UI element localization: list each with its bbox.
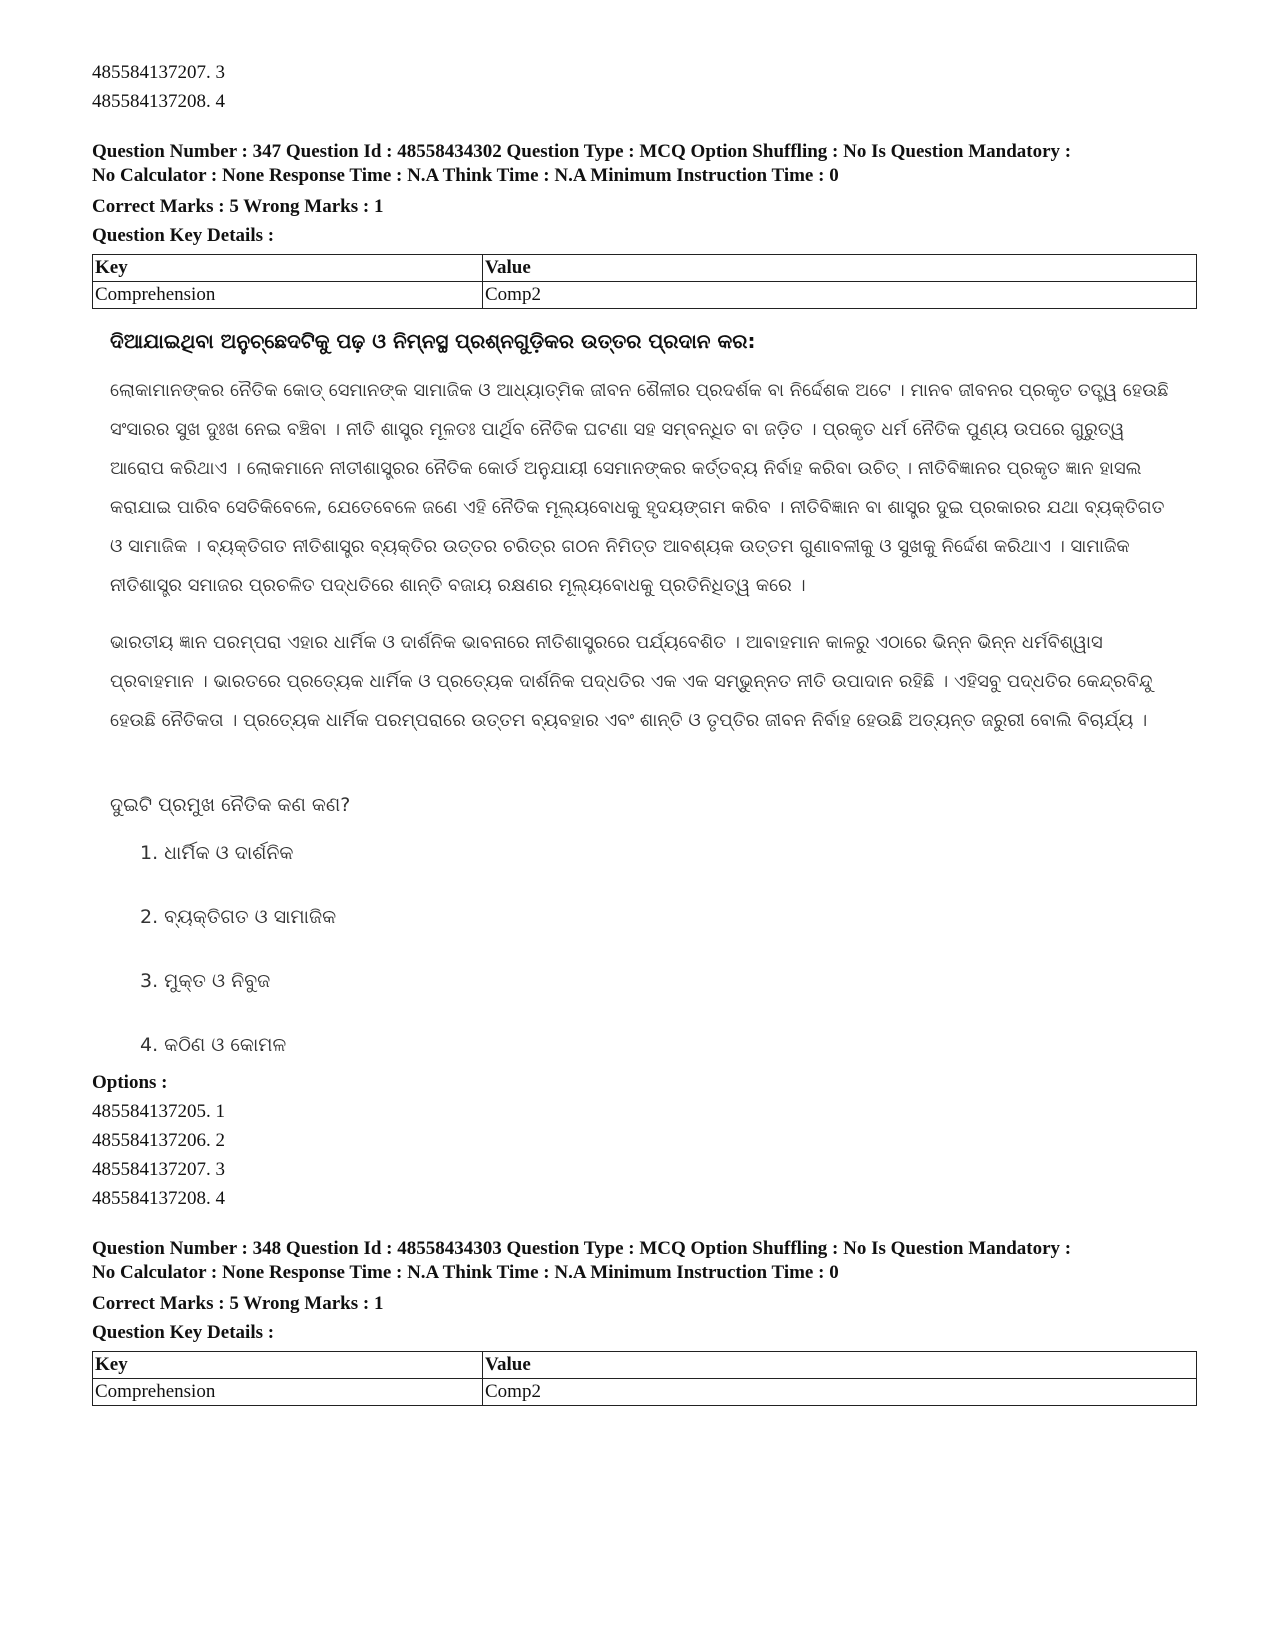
option-line: 485584137208. 4: [92, 91, 225, 112]
answer-choice: 1. ଧାର୍ମିକ ଓ ଦାର୍ଶନିକ: [140, 842, 294, 864]
key-cell: Comprehension: [93, 1379, 483, 1406]
key-cell: Comprehension: [93, 282, 483, 309]
key-details-table: [92, 1351, 1197, 1406]
question-347: [92, 140, 1202, 1213]
option-line: 485584137208. 4: [92, 1188, 225, 1209]
question-header-line2: No Calculator : None Response Time : N.A Think Time : N.A Minimum Instruction Time : 0: [92, 165, 839, 186]
table-row: [93, 282, 1197, 309]
answer-choice: 2. ବ୍ୟକ୍ତିଗତ ଓ ସାମାଜିକ: [140, 906, 337, 928]
answer-choices: [140, 836, 1202, 1062]
comprehension-image: [110, 325, 1202, 1062]
marks-line: Correct Marks : 5 Wrong Marks : 1: [92, 196, 384, 217]
comprehension-instruction: ଦିଆଯାଇଥିବା ଅନୁଚ୍ଛେଦଟିକୁ ପଢ଼ ଓ ନିମ୍ନସ୍ଥ ପ୍ରଶ୍ନଗୁଡ଼ିକର ଉତ୍ତର ପ୍ରଦାନ କର:: [110, 329, 756, 353]
key-details-label: Question Key Details :: [92, 1322, 275, 1343]
key-details-table: [92, 254, 1197, 309]
answer-choice: 3. ମୁକ୍ତ ଓ ନିବୁଜ: [140, 970, 271, 992]
comprehension-paragraph-2: ଭାରତୀୟ ଜ୍ଞାନ ପରମ୍ପରା ଏହାର ଧାର୍ମିକ ଓ ଦାର୍ଶନିକ ଭାବନାରେ ନୀତିଶାସ୍ତ୍ରରେ ପର୍ଯ୍ୟବେଶିତ । ଆବାହମାନ କାଳରୁ ଏଠାରେ ଭିନ୍ନ ଭିନ୍ନ ଧର୍ମବିଶ୍ୱାସ ପ୍ରବାହମାନ । ଭାରତରେ ପ୍ରତ୍ୟେକ ଧାର୍ମିକ ଓ ପ୍ରତ୍ୟେକ ଦାର୍ଶନିକ ପଦ୍ଧତିର ଏକ ଏକ ସମ୍ଭୁନ୍ନତ ନୀତି ଉପାଦାନ ରହିଛି । ଏହିସବୁ ପଦ୍ଧତିର କେନ୍ଦ୍ରବିନ୍ଦୁ ହେଉଛି ନୈତିକତା । ପ୍ରତ୍ୟେକ ଧାର୍ମିକ ପରମ୍ପରାରେ ଉତ୍ତମ ବ୍ୟବହାର ଏବଂ ଶାନ୍ତି ଓ ତୃପ୍ତିର ଜୀବନ ନିର୍ବାହ ହେଉଛି ଅତ୍ୟନ୍ତ ଜରୁରୀ ବୋଲି ବିଚାର୍ଯ୍ୟ ।: [110, 632, 1153, 731]
table-row: [93, 1379, 1197, 1406]
marks-line: Correct Marks : 5 Wrong Marks : 1: [92, 1293, 384, 1314]
key-details-label: Question Key Details :: [92, 225, 275, 246]
question-348: [92, 1237, 1202, 1406]
question-text: ଦୁଇଟି ପ୍ରମୁଖ ନୈତିକ କଣ କଣ?: [110, 794, 351, 816]
value-header: Value: [483, 255, 1197, 282]
question-header-line2: No Calculator : None Response Time : N.A Think Time : N.A Minimum Instruction Time : 0: [92, 1262, 839, 1283]
question-header-line1: Question Number : 347 Question Id : 48558434302 Question Type : MCQ Option Shuffling : No Is Question Mandatory :: [92, 141, 1072, 162]
value-cell: Comp2: [483, 1379, 1197, 1406]
previous-options: [92, 58, 1202, 116]
option-line: 485584137207. 3: [92, 62, 225, 83]
key-header: Key: [93, 255, 483, 282]
key-header: Key: [93, 1352, 483, 1379]
value-cell: Comp2: [483, 282, 1197, 309]
comprehension-paragraph-1: ଲୋକାମାନଙ୍କର ନୈତିକ କୋଡ୍ ସେମାନଙ୍କ ସାମାଜିକ ଓ ଆଧ୍ୟାତ୍ମିକ ଜୀବନ ଶୈଳୀର ପ୍ରଦର୍ଶକ ବା ନିର୍ଦ୍ଦେଶକ ଅଟେ । ମାନବ ଜୀବନର ପ୍ରକୃତ ତତ୍ତ୍ୱ ହେଉଛି ସଂସାରର ସୁଖ ଦୁଃଖ ନେଇ ବଞ୍ଚିବା । ନୀତି ଶାସ୍ତ୍ର ମୂଳତଃ ପାର୍ଥିବ ନୈତିକ ଘଟଣା ସହ ସମ୍ବନ୍ଧିତ ବା ଜଡ଼ିତ । ପ୍ରକୃତ ଧର୍ମ ନୈତିକ ପୁଣ୍ୟ ଉପରେ ଗୁରୁତ୍ୱ ଆରୋପ କରିଥାଏ । ଲୋକମାନେ ନୀତୀଶାସ୍ତ୍ରର ନୈତିକ କୋର୍ଡ ଅନୁଯାୟୀ ସେମାନଙ୍କର କର୍ତ୍ତବ୍ୟ ନିର୍ବାହ କରିବା ଉଚିତ୍ । ନୀତିବିଜ୍ଞାନର ପ୍ରକୃତ ଜ୍ଞାନ ହାସଲ କରାଯାଇ ପାରିବ ସେତିକିବେଳେ, ଯେତେବେଳେ ଜଣେ ଏହି ନୈତିକ ମୂଲ୍ୟବୋଧକୁ ହୃଦୟଙ୍ଗମ କରିବ । ନୀତିବିଜ୍ଞାନ ବା ଶାସ୍ତ୍ର ଦୁଇ ପ୍ରକାରର ଯଥା ବ୍ୟକ୍ତିଗତ ଓ ସାମାଜିକ । ବ୍ୟକ୍ତିଗତ ନୀତିଶାସ୍ତ୍ର ବ୍ୟକ୍ତିର ଉତ୍ତର ଚରିତ୍ର ଗଠନ ନିମିତ୍ତ ଆବଶ୍ୟକ ଉତ୍ତମ ଗୁଣାବଳୀକୁ ଓ ସୁଖକୁ ନିର୍ଦ୍ଦେଶ କରିଥାଏ । ସାମାଜିକ ନୀତିଶାସ୍ତ୍ର ସମାଜର ପ୍ରଚଳିତ ପଦ୍ଧତିରେ ଶାନ୍ତି ବଜାୟ ରକ୍ଷଣର ମୂଲ୍ୟବୋଧକୁ ପ୍ରତିନିଧିତ୍ୱ କରେ ।: [110, 380, 1169, 596]
option-line: 485584137205. 1: [92, 1101, 225, 1122]
option-line: 485584137207. 3: [92, 1159, 225, 1180]
options-label: Options :: [92, 1072, 168, 1093]
option-line: 485584137206. 2: [92, 1130, 225, 1151]
table-header-row: [93, 1352, 1197, 1379]
answer-choice: 4. କଠିଣ ଓ କୋମଳ: [140, 1034, 287, 1056]
table-header-row: [93, 255, 1197, 282]
document-page: [92, 58, 1202, 1406]
question-header-line1: Question Number : 348 Question Id : 48558434303 Question Type : MCQ Option Shuffling : No Is Question Mandatory :: [92, 1238, 1072, 1259]
value-header: Value: [483, 1352, 1197, 1379]
